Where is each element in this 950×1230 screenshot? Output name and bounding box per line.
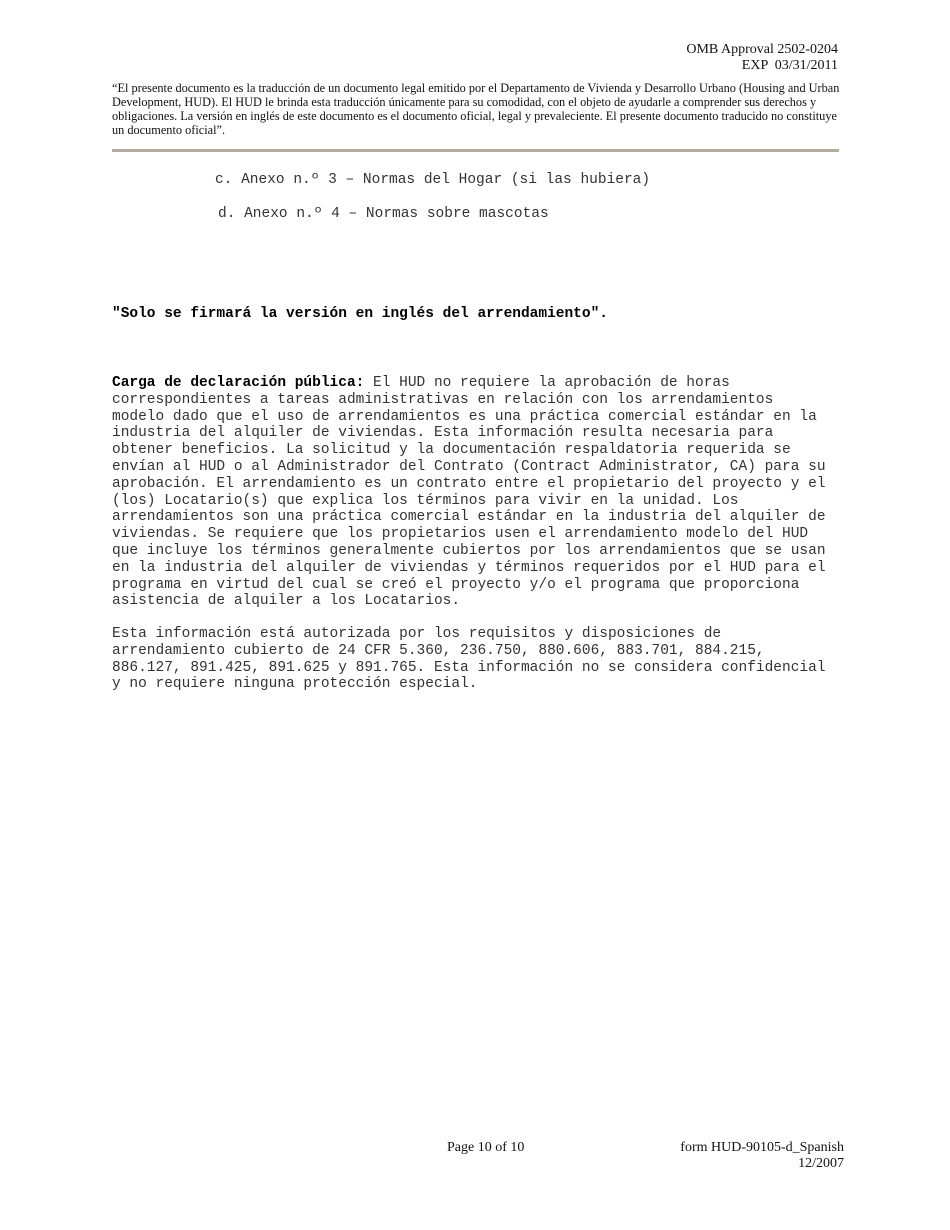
form-date: 12/2007 bbox=[798, 1156, 844, 1171]
burden-line: El HUD no requiere la aprobación de horas bbox=[364, 375, 730, 391]
page-number: Page 10 of 10 bbox=[447, 1140, 525, 1155]
form-number: form HUD-90105-d_Spanish bbox=[680, 1140, 844, 1155]
burden-line: que incluye los términos generalmente cubiertos por los arrendamientos que se usan bbox=[112, 542, 826, 559]
burden-line: envían al HUD o al Administrador del Contrato (Contract Administrator, CA) para su bbox=[112, 458, 826, 475]
burden-line: viviendas. Se requiere que los propietarios usen el arrendamiento modelo del HUD bbox=[112, 526, 809, 543]
burden-line: aprobación. El arrendamiento es un contrato entre el propietario del proyecto y el bbox=[112, 475, 826, 492]
header-divider bbox=[112, 149, 839, 152]
authority-line: 886.127, 891.425, 891.625 y 891.765. Esta información no se considera confidencial bbox=[112, 659, 826, 676]
translation-disclaimer: “El presente documento es la traducción de un documento legal emitido por el Departamento de Vivienda y Desarrollo Urbano (Housing and Urban Development, HUD). El HUD le brinda esta traducción únicamente para su comodidad, con el objeto de ayudarle a comprender sus derechos y obligaciones. La versión en inglés de este documento es el documento oficial, legal y prevaleciente. El presente documento traducido no constituye un documento oficial”. bbox=[112, 81, 840, 137]
omb-expiration-date: EXP 03/31/2011 bbox=[741, 58, 838, 73]
signing-note: "Solo se firmará la versión en inglés del arrendamiento". bbox=[112, 306, 608, 322]
public-burden-paragraph bbox=[112, 375, 842, 610]
burden-line: obtener beneficios. La solicitud y la documentación respaldatoria requerida se bbox=[112, 442, 791, 459]
burden-line: asistencia de alquiler a los Locatarios. bbox=[112, 593, 461, 610]
burden-line: correspondientes a tareas administrativas en relación con los arrendamientos bbox=[112, 391, 774, 408]
burden-line: industria del alquiler de viviendas. Esta información resulta necesaria para bbox=[112, 425, 774, 442]
omb-approval-number: OMB Approval 2502-0204 bbox=[686, 42, 838, 57]
annex-item-4: d. Anexo n.º 4 – Normas sobre mascotas bbox=[218, 206, 549, 222]
authority-line: y no requiere ninguna protección especial. bbox=[112, 676, 478, 693]
burden-line: en la industria del alquiler de viviendas y términos requeridos por el HUD para el bbox=[112, 559, 826, 576]
form-identifier bbox=[680, 1140, 844, 1172]
authority-paragraph bbox=[112, 626, 842, 693]
burden-line: modelo dado que el uso de arrendamientos es una práctica comercial estándar en la bbox=[112, 408, 817, 425]
burden-line: programa en virtud del cual se creó el proyecto y/o el programa que proporciona bbox=[112, 576, 800, 593]
burden-line: (los) Locatario(s) que explica los términos para vivir en la unidad. Los bbox=[112, 492, 739, 509]
burden-heading: Carga de declaración pública: bbox=[112, 375, 365, 391]
authority-line: arrendamiento cubierto de 24 CFR 5.360, 236.750, 880.606, 883.701, 884.215, bbox=[112, 642, 765, 659]
omb-approval-block bbox=[686, 42, 838, 74]
burden-line: arrendamientos son una práctica comercial estándar en la industria del alquiler de bbox=[112, 509, 826, 526]
authority-line: Esta información está autorizada por los requisitos y disposiciones de bbox=[112, 626, 722, 642]
annex-item-3: c. Anexo n.º 3 – Normas del Hogar (si las hubiera) bbox=[215, 172, 651, 188]
burden-first-line bbox=[112, 375, 842, 392]
